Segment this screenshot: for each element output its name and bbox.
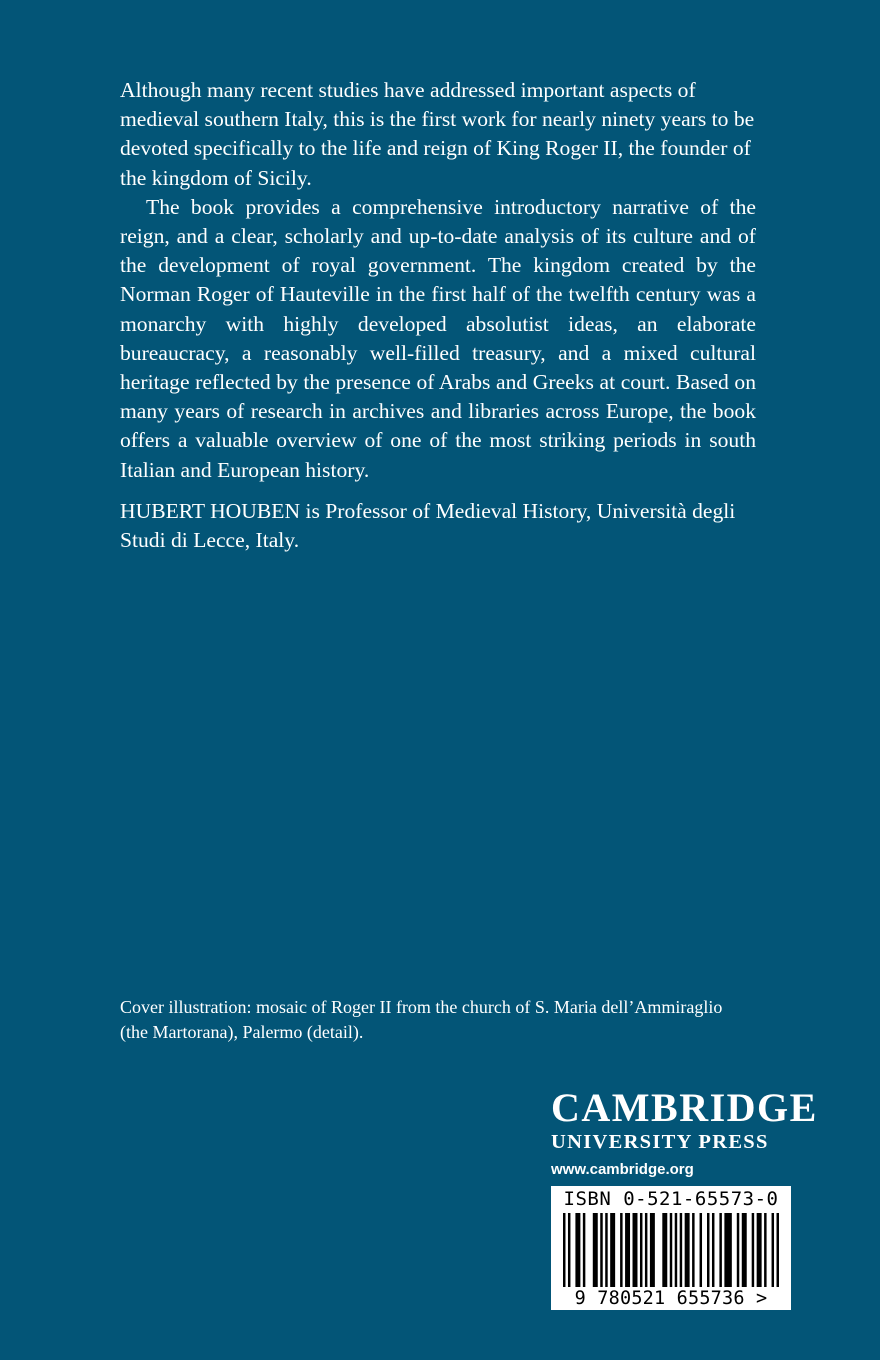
barcode-bars [563, 1213, 779, 1287]
barcode-bar [772, 1213, 774, 1287]
barcode-bar [625, 1213, 630, 1287]
cover-credit: Cover illustration: mosaic of Roger II from the church of S. Maria dell’Ammiraglio (the Martorana), Palermo (detail). [120, 997, 723, 1042]
publisher-url: www.cambridge.org [551, 1161, 694, 1178]
barcode-bar [575, 1213, 580, 1287]
blurb [120, 76, 756, 485]
barcode-bar [675, 1213, 677, 1287]
barcode-bar [692, 1213, 694, 1287]
barcode-bar [719, 1213, 721, 1287]
barcode-bar [593, 1213, 598, 1287]
barcode-bar [583, 1213, 585, 1287]
barcode-bar [662, 1213, 667, 1287]
blurb-paragraph-2: The book provides a comprehensive introductory narrative of the reign, and a clear, scholarly and up-to-date analysis of its culture and of the development of royal government. The kingdom created by the Norman Roger of Hauteville in the first half of the twelfth century was a monarchy with highly developed absolutist ideas, an elaborate bureaucracy, a reasonably well-filled treasury, and a mixed cultural heritage reflected by the presence of Arabs and Greeks at court. Based on many years of research in archives and libraries across Europe, the book offers a valuable overview of one of the most striking periods in south Italian and European history. [120, 194, 756, 482]
barcode-bar [633, 1213, 638, 1287]
publisher-name: CAMBRIDGE [551, 1085, 818, 1130]
barcode-bar [757, 1213, 762, 1287]
ean-digits: 9 780521 655736 > [574, 1288, 768, 1309]
barcode-bar [742, 1213, 747, 1287]
barcode-bar [707, 1213, 709, 1287]
barcode-bar [605, 1213, 607, 1287]
barcode-bar [600, 1213, 602, 1287]
isbn-label: ISBN 0-521-65573-0 [563, 1188, 779, 1210]
barcode-bar [737, 1213, 739, 1287]
barcode-bar [610, 1213, 615, 1287]
barcode-box [551, 1186, 791, 1310]
barcode-bar [620, 1213, 622, 1287]
barcode-bar [685, 1213, 690, 1287]
barcode-bar [640, 1213, 642, 1287]
barcode-bar [777, 1213, 779, 1287]
barcode-bar [568, 1213, 570, 1287]
barcode-bar [700, 1213, 702, 1287]
barcode-bar [712, 1213, 714, 1287]
publisher-subtitle: UNIVERSITY PRESS [551, 1131, 769, 1153]
barcode-bar [752, 1213, 754, 1287]
author-note: HUBERT HOUBEN is Professor of Medieval History, Università degli Studi di Lecce, Italy. [120, 499, 736, 553]
barcode-bar [645, 1213, 647, 1287]
barcode-bar [724, 1213, 731, 1287]
barcode-bar [764, 1213, 766, 1287]
blurb-paragraph-1: Although many recent studies have addressed important aspects of medieval southern Italy, this is the first work for nearly ninety years to be devoted specifically to the life and reign of King Roger II, the founder of the kingdom of Sicily. [120, 78, 755, 190]
barcode-bar [650, 1213, 655, 1287]
barcode-bar [563, 1213, 565, 1287]
barcode-bar [680, 1213, 682, 1287]
publisher-logo [551, 1085, 818, 1180]
barcode-bar [670, 1213, 672, 1287]
